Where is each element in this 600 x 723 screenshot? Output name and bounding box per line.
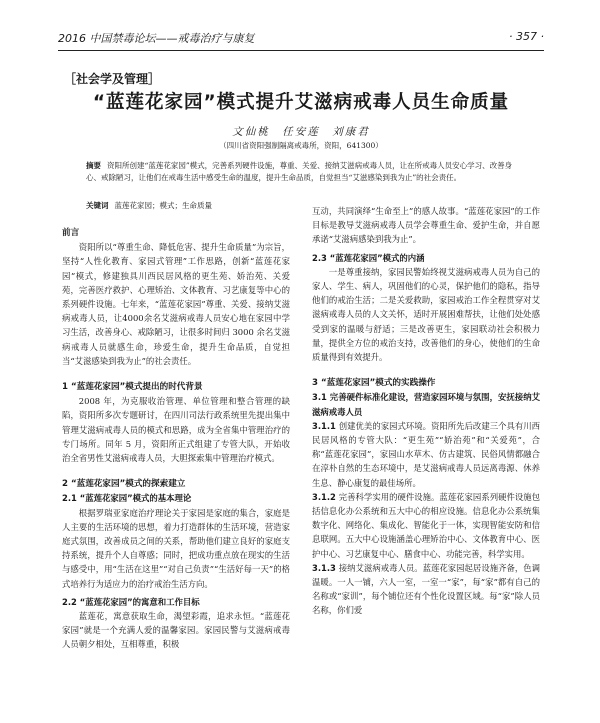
keywords-label: 关键词 [86, 201, 109, 210]
paragraph [312, 490, 540, 561]
page-number: · 357 · [509, 30, 544, 43]
subsection-heading: 2.2 “蓝莲花家园”的寓意和工作目标 [62, 596, 200, 607]
journal-title: 2016 中国禁毒论坛——戒毒治疗与康复 [58, 32, 255, 45]
header-rule [58, 50, 544, 51]
section-heading: 前言 [62, 228, 80, 238]
section-heading: 3 “蓝莲花家园”模式的实践操作 [312, 378, 436, 389]
article-title: “蓝莲花家园”模式提升艾滋病戒毒人员生命质量 [92, 92, 510, 113]
right-column [312, 204, 540, 618]
subsection-heading: 2.1 “蓝莲花家园”模式的基本理论 [62, 493, 192, 504]
paragraph: 资阳所以“尊重生命、降低危害、提升生命质量”为宗旨，坚持“人性化教育、家园式管理”工作思路，创新“蓝莲花家园”模式，修建独具川西民居风格的更生苑、娇治苑、关爱苑，完善医疗救护、心理矫治、文体教育、习艺康复等中心的系列硬件设施。七年来，“蓝莲花家园”尊重、关爱、接纳艾滋病戒毒人员，让4000余名艾滋病戒毒人员安心地在家园中学习生活，改善身心、戒除陋习，让很多时间归 3000 余名艾滋病戒毒人员就感生命，珍爱生命，提升生命品质，自觉担当“艾滋感染到我为止”的社会责任。 [62, 242, 290, 366]
abstract [86, 160, 518, 183]
paragraph: 互动，共同演绎“生命至上”的感人故事。“蓝莲花家园”的工作目标是教导艾滋病戒毒人员学会尊重生命、爱护生命，并自愿承诺“艾滋病感染到我为止”。 [312, 206, 540, 245]
affiliation: （四川省资阳强制隔离戒毒所，资阳，641300） [219, 141, 383, 150]
spacer [312, 364, 540, 376]
abstract-text: 资阳所创建“蓝莲花家园”模式，完善系列硬件设施，尊重、关爱、接纳艾滋病戒毒人员，让在所戒毒人员安心学习、改善身心、戒除陋习，让他们在戒毒生活中感受生命的温度，提升生命品质，自觉担当“艾滋感染到我为止”的社会责任。 [86, 161, 513, 182]
paragraph [312, 561, 540, 618]
paragraph: 2008 年，为克服收治管理、单位管理和整合管理的缺陷，资阳所多次专题研讨，在四川司法行政系统里先提出集中管理艾滋病戒毒人员的模式和思路，成为全省集中管理治疗的专门场所。同年 5 月，资阳所正式组建了专管大队，开始收治全省男性艾滋病戒毒人员，大胆探索集中管理治疗模式。 [62, 396, 290, 464]
paragraph: 根据罗瑞亚家庭治疗理论关于家园是家庭的集合，家庭是人主要的生活环境的思想，着力打造群体的生活环境，营造家庭式氛围，改善成员之间的关系，帮助他们建立良好的家庭支持系统，提升个人自尊感；同时，把成功重点放在现实的生活与感受中，用“生活在这里”“对自己负责”“生活好每一天”的格式培养行为适应力的治疗戒治生活方向。 [62, 507, 290, 589]
section-tag: ［社会学及管理］ [64, 72, 161, 86]
keywords-text: 蓝莲花家园；模式；生命质量 [114, 201, 212, 210]
paragraph-text: 创建优美的家园式环境。资阳所先后改建三个具有川西民居风格的专管大队：“更生苑”“娇治苑”和“关爱苑”，合称“蓝莲花家园”，家园山水草木、仿古建筑、民俗风情都融合在淳朴自然的生态环境中，是艾滋病戒毒人员远离毒源、休养生息、静心康复的最佳场所。 [312, 420, 541, 488]
left-column [62, 226, 290, 652]
spacer [62, 368, 290, 380]
section-heading: 2 “蓝莲花家园”模式的探索建立 [62, 479, 186, 490]
running-header [58, 30, 544, 48]
subsection-heading: 2.3 “蓝莲花家园”模式的内涵 [312, 252, 425, 263]
subsection-heading: 3.1 完善硬件标准化建设，营造家园环境与氛围，安抚接纳艾滋病戒毒人员 [312, 392, 540, 417]
inline-subheading: 3.1.1 [312, 420, 339, 431]
paragraph: 一是尊重接纳，家园民警始终视艾滋病戒毒人员为自己的家人、学生、病人，巩固他们的心灵，保护他们的隐私，指导他们的戒治生活；二是关爱救助，家园戒治工作全程贯穿对艾滋病戒毒人员的人文关怀，适时开展困难帮扶，让他们处处感受到家的温暖与舒适；三是改善更生，家园联动社会积极力量，提供全方位的戒治支持，改善他们的身心，使他们的生命质量得到有效提升。 [312, 266, 540, 363]
paragraph [312, 419, 540, 490]
paragraph-text: 接纳艾滋病戒毒人员。蓝莲花家园起居设施齐备，色调温暖。一人一铺，六人一室，一室一“家”，每“家”都有自己的名称或“家训”，每个铺位还有个性化设置区域。每“家”除人员名称，你们爱 [312, 562, 541, 616]
paragraph-text: 完善科学实用的硬件设施。蓝莲花家园系列硬件设施包括信息化办公系统和五大中心的相应设施。信息化办公系统集数字化、网络化、集成化、智能化于一体，实现智能安防和信息联网。五大中心设施涵盖心理矫治中心、文体教育中心、医护中心、习艺康复中心、膳食中心、功能完善，科学实用。 [312, 491, 541, 559]
authors: 文仙桃 任安莲 刘康君 [232, 126, 370, 138]
abstract-label: 摘要 [86, 161, 101, 170]
inline-subheading: 3.1.2 [312, 491, 339, 502]
spacer [62, 465, 290, 477]
section-heading: 1 “蓝莲花家园”模式提出的时代背景 [62, 382, 203, 393]
inline-subheading: 3.1.3 [312, 562, 339, 573]
paragraph: 蓝莲花，寓意获取生命，渴望彩霞，追求永恒。“蓝莲花家园”就是一个充满人爱的温馨家园。家园民警与艾滋病戒毒人员朝夕相处，互相尊重，积极 [62, 611, 290, 650]
